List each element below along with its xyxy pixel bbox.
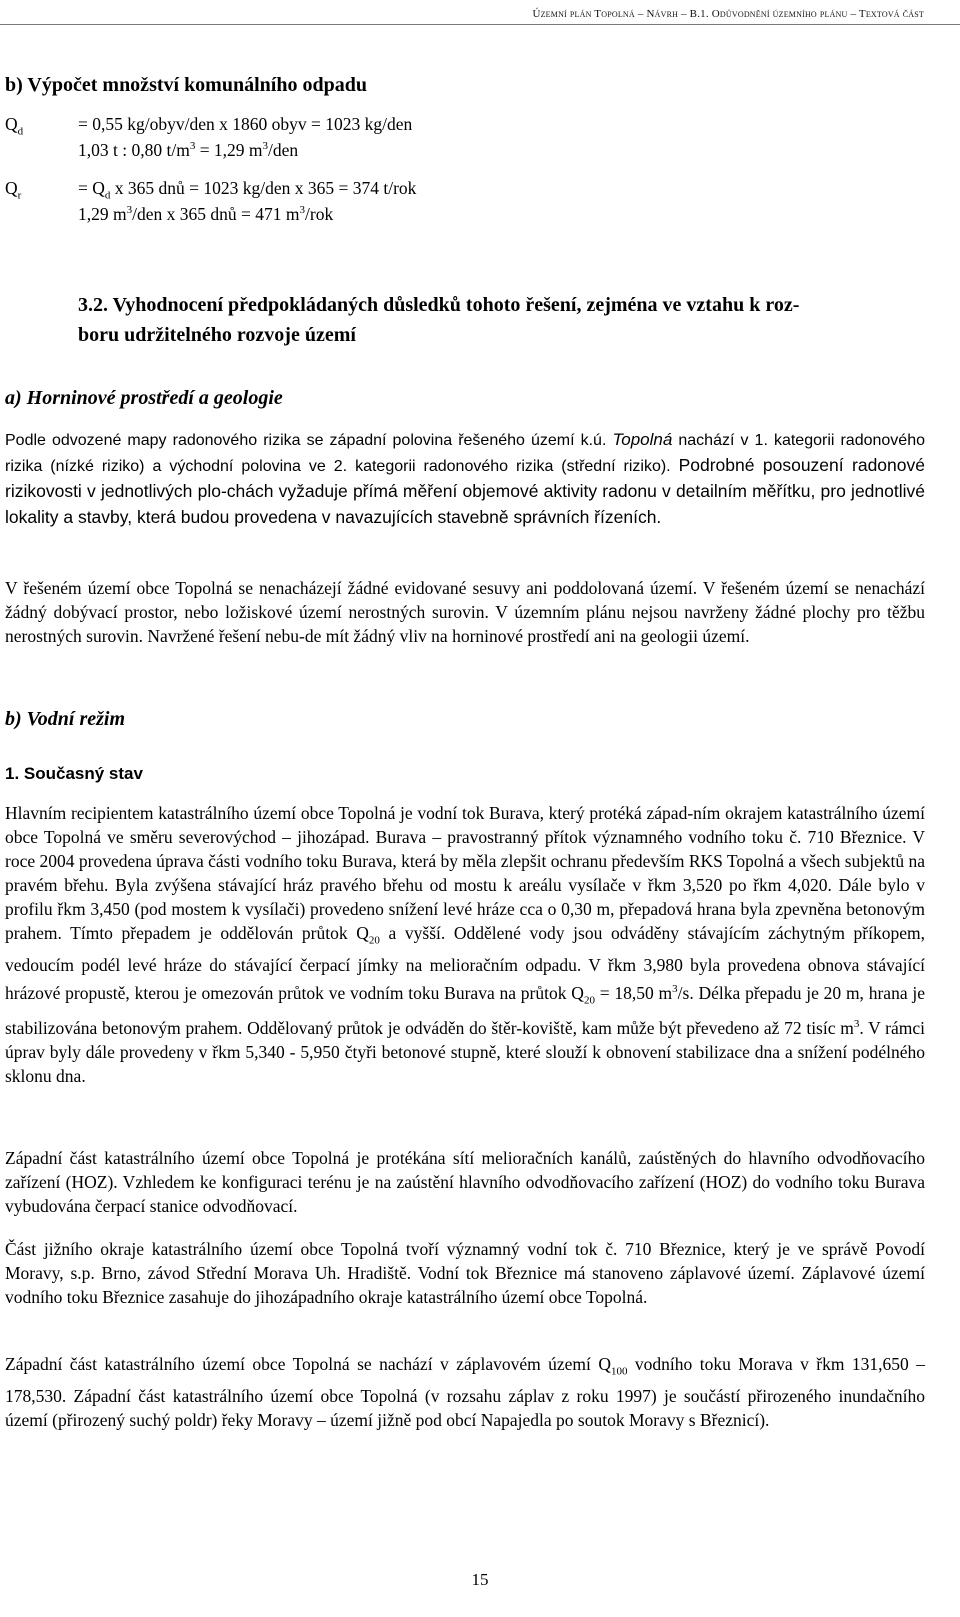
header-divider <box>0 24 960 25</box>
qr-label: $Q_r$ <box>5 178 22 202</box>
section-3-2-heading: 3.2. Vyhodnocení předpokládaných důsledků tohoto řešení, zejména ve vztahu k roz- boru udržitelného rozvoje území <box>78 294 800 346</box>
qd-label: $Q_d$ <box>5 114 24 138</box>
water-heading: b) Vodní režim <box>5 708 126 730</box>
qd-formula-line2: 1,03 t : 0,80 $t/m^3 = 1,29$ $m^3$/den <box>78 140 299 160</box>
water-paragraph-3: Část jižního okraje katastrálního území obce Topolná tvoří významný vodní tok č. 710 Březnice, který je ve správě Povodí Moravy, s.p. Brno, závod Střední Morava Uh. Hradiště. Vodní tok Březnice má stanoveno záplavové území. Záplavové území vodního toku Březnice zasahuje do jihozápadního okraje katastrálního území obce Topolná. <box>5 1239 925 1307</box>
water-paragraph-2: Západní část katastrálního území obce Topolná je protékána sítí melioračních kanálů, zaústěných do hlavního odvodňovacího zařízení (HOZ). Vzhledem ke konfiguraci terénu je na zaústění hlavního odvodňovacího zařízení (HOZ) do vodního toku Burava vybudována čerpací stanice odvodňovací. <box>5 1148 925 1216</box>
geology-heading: a) Horninové prostředí a geologie <box>5 387 283 409</box>
water-paragraph-4: Západní část katastrálního území obce Topolná se nachází v záplavovém území $Q_{100}$ vodního toku Morava v řkm 131,650 – 178,530. Západní část katastrálního území obce Topolná (v rozsahu záplav z roku 1997) je součástí přirozeného inundačního území (přirozený suchý poldr) řeky Moravy – území jižně pod obcí Napajedla po soutok Moravy s Březnicí). <box>5 1354 925 1430</box>
qd-formula-line1: = 0,55 kg/obyv/den x 1860 obyv = 1023 kg/den <box>78 114 413 134</box>
qr-formula-line2: 1,29 $m^3$/den x 365 dnů = 471 $m^3$/rok <box>78 204 334 224</box>
page-number: 15 <box>471 1570 489 1589</box>
geology-paragraph-1: Podle odvozené mapy radonového rizika se západní polovina řešeného území k.ú. Topolná nachází v 1. kategorii radonového rizika (nízké riziko) a východní polovina ve 2. kategorii radonového rizika (střední riziko). Podrobné posouzení radonové rizikovosti v jednotlivých plo-chách vyžaduje přímá měření objemové aktivity radonu v detailním měřítku, pro jednotlivé lokality a stavby, která budou provedena v navazujících stavebně správních řízeních. <box>5 430 925 527</box>
water-paragraph-1: Hlavním recipientem katastrálního území obce Topolná je vodní tok Burava, který protéká západ-ním okrajem katastrálního území obce Topolná ve směru severovýchod – jihozápad. Burava – pravostranný přítok významného vodního toku č. 710 Březnice. V roce 2004 provedena úprava části vodního toku Burava, která by měla zlepšit ochranu především RKS Topolná a všech subjektů na pravém břehu. Byla zvýšena stávající hráz pravého břehu od mostu k areálu vysílače v řkm 3,520 po řkm 4,020. Dále bylo v profilu řkm 3,450 (pod mostem k vysílači) provedeno snížení levé hráze cca o 0,30 m, přepadová hrana byla zpevněna betonovým prahem. Tímto přepadem je oddělován průtok $Q_{20}$ a vyšší. Oddělené vody jsou odváděny stávajícím záchytným příkopem, vedoucím podél levé hráze do stávající čerpací jímky na melioračním odpadu. V řkm 3,980 byla provedena obnova stávající hrázové propustě, kterou je omezován průtok ve vodním toku Burava na průtok $Q_{20} = 18,50$ $m^3/s$. Délka přepadu je 20 m, hrana je stabilizována betonovým prahem. Oddělovaný průtok je odváděn do štěr-koviště, kam může být převedeno až 72 tisíc $m^3$. V rámci úprav byly dále provedeny v řkm 5,340 - 5,950 čtyři betonové stupně, které slouží k obnovení stabilizace dna a snížení podélného sklonu dna. <box>5 803 926 1086</box>
current-state-heading: 1. Současný stav <box>5 764 143 783</box>
waste-heading: b) Výpočet množství komunálního odpadu <box>5 74 367 96</box>
qr-formula-line1: = $Q_d$ x 365 dnů = 1023 kg/den x 365 = 374 t/rok <box>78 178 417 202</box>
running-header: Územní plán Topolná – Návrh – B.1. Odůvodnění územního plánu – Textová část <box>532 8 924 20</box>
geology-paragraph-2: V řešeném území obce Topolná se nenacházejí žádné evidované sesuvy ani poddolovaná území. V řešeném území se nenachází žádný dobývací prostor, nebo ložiskové území nerostných surovin. V územním plánu nejsou navrženy žádné plochy pro těžbu nerostných surovin. Navržené řešení nebu-de mít žádný vliv na horninové prostředí ani na geologii území. <box>5 578 925 646</box>
